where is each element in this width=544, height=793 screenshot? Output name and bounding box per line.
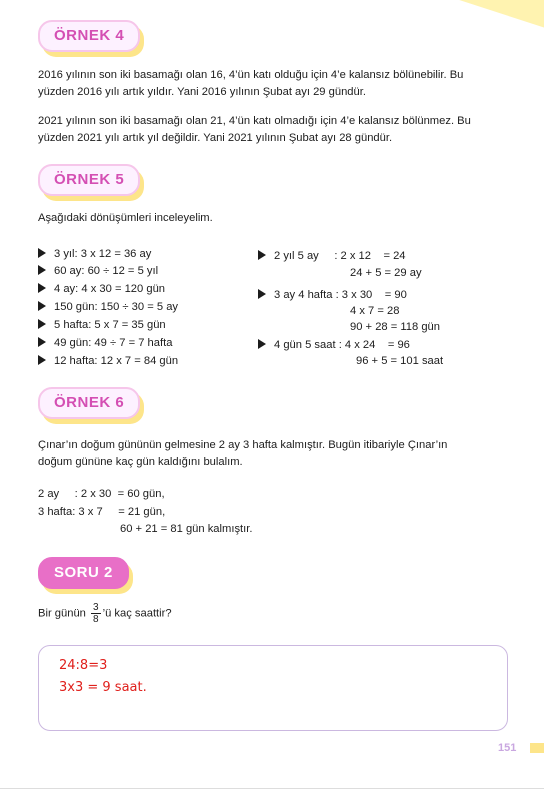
arrow-icon [258,339,266,349]
soru-2-badge: SORU 2 [38,557,129,589]
corner-decoration [450,0,544,31]
conversion-item: 150 gün: 150 ÷ 30 = 5 ay [38,301,178,313]
arrow-icon [258,289,266,299]
ornek-4-p1-line-1: 2016 yılının son iki basamağı olan 16, 4’ün katı olduğu için 4’e kalansız bölünebilir. Bu [38,69,464,81]
arrow-icon [38,301,46,311]
arrow-icon [38,283,46,293]
answer-line-1: 24:8=3 [59,658,108,673]
calc-line: 24 + 5 = 29 ay [350,267,422,279]
arrow-icon [38,248,46,258]
arrow-icon [38,319,46,329]
ornek-6-line-1: Çınar’ın doğum gününün gelmesine 2 ay 3 hafta kalmıştır. Bugün itibariyle Çınar’ın [38,439,448,451]
ornek-4-p1-line-2: yüzden 2016 yılı artık yıldır. Yani 2016 yılının Şubat ayı 29 gündür. [38,86,366,98]
ornek-6-badge: ÖRNEK 6 [38,387,140,419]
fraction: $\frac{3}{8}$ [93,602,99,625]
arrow-icon [38,265,46,275]
arrow-icon [38,355,46,365]
answer-box[interactable] [38,645,508,731]
conversion-item: 49 gün: 49 ÷ 7 = 7 hafta [38,337,172,349]
ornek-4-p2-line-2: yüzden 2021 yılı artık yıl değildir. Yani 2021 yılının Şubat ayı 28 gündür. [38,132,393,144]
calc-line: 4 x 7 = 28 [350,305,400,317]
ornek-4-p2-line-1: 2021 yılının son iki basamağı olan 21, 4’ün katı olmadığı için 4’e kalansız bölünmez. Bu [38,115,471,127]
solution-line-1: 2 ay : 2 x 30 = 60 gün, [38,488,165,500]
ornek-4-paragraph-2 [38,113,510,147]
conversion-item: 5 hafta: 5 x 7 = 35 gün [38,319,166,331]
arrow-icon [38,337,46,347]
ornek-5-intro: Aşağıdaki dönüşümleri inceleyelim. [38,212,213,224]
conversion-item: 4 gün 5 saat : 4 x 24 = 96 [258,339,410,351]
page-number: 151 [498,742,517,754]
conversion-item: 4 ay: 4 x 30 = 120 gün [38,283,165,295]
ornek-6-paragraph [38,437,510,471]
conversion-item: 60 ay: 60 ÷ 12 = 5 yıl [38,265,158,277]
solution-line-2: 3 hafta: 3 x 7 = 21 gün, [38,506,166,518]
calc-line: 90 + 28 = 118 gün [350,321,440,333]
conversion-item: 3 yıl: 3 x 12 = 36 ay [38,248,151,260]
conversion-item: 3 ay 4 hafta : 3 x 30 = 90 [258,289,407,301]
ornek-4-badge: ÖRNEK 4 [38,20,140,52]
calc-line: 96 + 5 = 101 saat [356,355,444,367]
answer-line-2: 3x3 = 9 saat. [59,680,147,695]
ornek-5-badge: ÖRNEK 5 [38,164,140,196]
ornek-4-paragraph-1 [38,67,510,101]
page-number-bar [530,743,544,753]
arrow-icon [258,250,266,260]
conversion-item: 12 hafta: 12 x 7 = 84 gün [38,355,178,367]
question-text: Bir günün $\frac{3}{8}$ ’ü kaç saattir? [38,602,172,625]
conversion-item: 2 yıl 5 ay : 2 x 12 = 24 [258,250,406,262]
ornek-6-line-2: doğum gününe kaç gün kaldığını bulalım. [38,456,243,468]
solution-line-3: 60 + 21 = 81 gün kalmıştır. [120,523,253,535]
bottom-divider [0,788,544,789]
